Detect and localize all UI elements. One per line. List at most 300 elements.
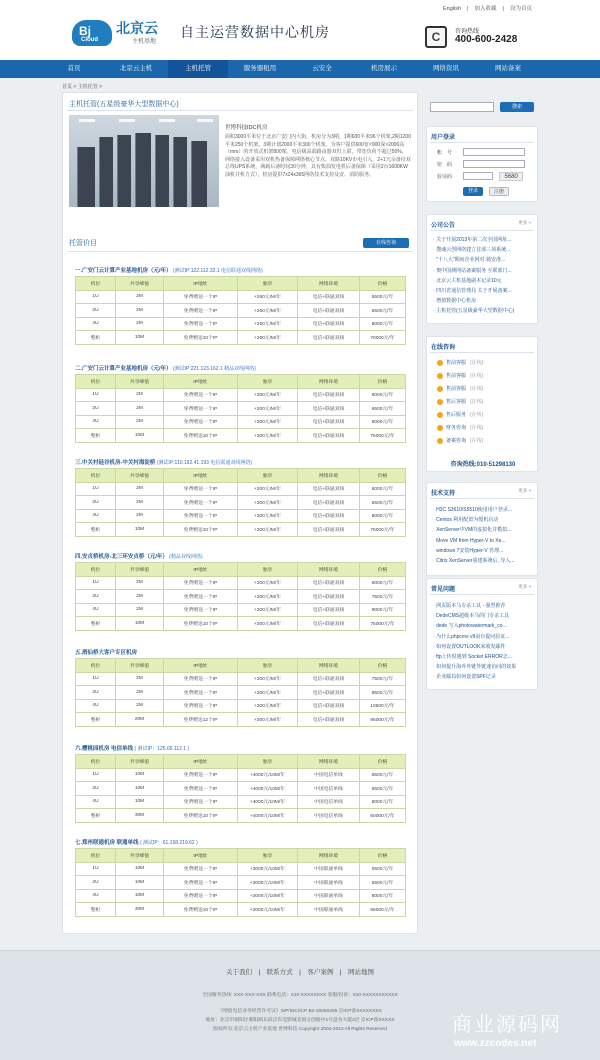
table-cell: 2M (116, 496, 164, 510)
table-header-cell: 价格 (360, 375, 406, 389)
table-cell: 免费赠送一个IP (164, 402, 238, 416)
table-cell: 4U (76, 603, 116, 617)
footer-link[interactable]: 关于我们 (225, 969, 252, 976)
nav-item[interactable]: 网站备案 (495, 65, 521, 72)
search-input[interactable] (430, 102, 494, 112)
table-cell: 10M (116, 782, 164, 796)
table-cell: 免费赠送一个IP (164, 603, 238, 617)
phone-icon: C (425, 26, 447, 48)
table-cell: 免费赠送一个IP (164, 388, 238, 402)
table-header-cell: IP地址 (164, 469, 238, 483)
table-header-cell: IP地址 (164, 755, 238, 769)
table-row (76, 482, 406, 496)
table-cell: 6500元/年 (360, 402, 406, 416)
table-cell: 2M (116, 317, 164, 331)
table-cell: 70000元/年 (360, 331, 406, 345)
qq-icon (437, 386, 443, 392)
list-item[interactable]: · 如何设置OUTLOOK来收发邮件 (433, 642, 533, 652)
section-title (75, 365, 405, 374)
account-input[interactable] (463, 148, 525, 156)
consult-item[interactable] (437, 359, 483, 366)
section-title (75, 267, 405, 276)
table-header-cell: 共享峰值 (116, 849, 164, 863)
table-cell: 电信+联通双线 (298, 576, 360, 590)
section-title (75, 745, 405, 754)
tech-more-link[interactable]: 更多 » (518, 488, 531, 493)
list-item[interactable]: · Citrix XenServer重建系统后, 导入... (433, 556, 533, 566)
logo-name: 北京云 (116, 20, 158, 36)
login-label-password: 密 码 (437, 162, 453, 168)
price-section (75, 839, 405, 917)
table-cell: 中国联通单线 (298, 903, 360, 917)
table-cell: 免费赠送一个IP (164, 768, 238, 782)
table-cell: 10M (116, 876, 164, 890)
consult-status: (在线) (470, 412, 484, 418)
qq-icon (437, 412, 443, 418)
table-cell: 8000元/年 (360, 509, 406, 523)
price-section (75, 745, 405, 823)
footer-link[interactable]: 网站地图 (348, 969, 375, 976)
top-link[interactable]: English (443, 6, 462, 12)
section-note: ( 测试IP：125.65.112.1 ) (133, 746, 190, 752)
divider (430, 142, 534, 143)
table-cell: 75000元/年 (360, 429, 406, 443)
table-header-row (76, 849, 406, 863)
table-cell: 10M (116, 617, 164, 631)
top-link[interactable]: 加入收藏 (474, 6, 497, 12)
table-cell: 65000元/年 (360, 903, 406, 917)
table-cell: 10M (116, 768, 164, 782)
table-cell: 9000元/年 (360, 603, 406, 617)
qq-icon (437, 425, 443, 431)
table-cell: +3000元/10M/年 (238, 876, 298, 890)
table-cell: 2U (76, 590, 116, 604)
list-item[interactable]: · 如何提升海外外链外链速访问的效果 (433, 662, 533, 672)
table-cell: 75000元/年 (360, 523, 406, 537)
list-item[interactable]: · 主机托管(五星级豪华大型数据中心) (433, 306, 533, 316)
table-cell: 10M (116, 889, 164, 903)
divider (430, 352, 534, 353)
consult-item[interactable] (437, 372, 483, 379)
top-link-sep: | (467, 6, 469, 12)
table-row (76, 713, 406, 727)
table-cell: 免费赠送一个IP (164, 415, 238, 429)
qq-icon (437, 360, 443, 366)
table-cell: 7500元/年 (360, 672, 406, 686)
table-cell: 中国联通单线 (298, 876, 360, 890)
table-row (76, 699, 406, 713)
table-cell: +260元/M/年 (238, 290, 298, 304)
list-item[interactable]: · "十八大"期间企业网对 骑安准... (433, 255, 533, 265)
table-cell: 免费赠送一个IP (164, 482, 238, 496)
table-header-cell: IP地址 (164, 277, 238, 291)
main-content (62, 92, 418, 934)
table-cell: 2U (76, 686, 116, 700)
table-cell: 2M (116, 576, 164, 590)
table-header-row (76, 563, 406, 577)
table-cell: 6500元/年 (360, 496, 406, 510)
price-table (75, 658, 406, 727)
table-cell: +4000元/10M/年 (238, 768, 298, 782)
table-cell: 2M (116, 590, 164, 604)
faq-box (426, 578, 538, 690)
table-cell: 电信+联通双线 (298, 496, 360, 510)
login-label-captcha: 验证码 (437, 174, 453, 180)
footer-sep: | (333, 969, 349, 976)
table-row (76, 402, 406, 416)
list-item[interactable]: · 企业邮局如何设置SPF记录 (433, 672, 533, 682)
table-cell: 免费赠送一个IP (164, 317, 238, 331)
table-header-cell: 机位 (76, 469, 116, 483)
table-cell: 5500元/年 (360, 768, 406, 782)
table-cell: 电信+联通双线 (298, 699, 360, 713)
online-consult-button[interactable]: 在线咨询 (363, 238, 409, 248)
table-cell: 1U (76, 768, 116, 782)
table-cell: 1U (76, 388, 116, 402)
table-row (76, 782, 406, 796)
search-bar (426, 102, 538, 114)
table-cell: 免费赠送一个IP (164, 672, 238, 686)
table-header-cell: 共享峰值 (116, 469, 164, 483)
section-title (75, 839, 405, 848)
table-cell: 2M (116, 672, 164, 686)
ceiling-light (119, 119, 135, 122)
table-cell: 6500元/年 (360, 304, 406, 318)
table-header-cell: 共享峰值 (116, 375, 164, 389)
table-cell: 中国电信单线 (298, 768, 360, 782)
server-rack (117, 135, 131, 207)
table-header-row (76, 469, 406, 483)
nav-item[interactable]: 云安全 (312, 65, 332, 72)
intro-text: 面积3000平米位于北京广安门内大街。机房分为3期，1期600平米96个机架,2期1200平米250个机架，3期计划2000平米300个机架。为客户提供600宽×900深×2000高（mm）的开放式机架800架。电信级高端路由器双归上联，带宽负荷不超过50%，网络接入设备采用双机热备保障网络核心节点。双路10KV市电引入，2+1冗余备份双总线UPS系统，满载后备时间30分钟。具有柴油发电机后备保障（采用2台1600KW油机并机方式），机房提供7x24x365网络技术支持及安、消防服务。 (225, 134, 411, 178)
table-row (76, 496, 406, 510)
consult-name: 财务咨询 (446, 425, 467, 431)
table-cell: 电信+联通双线 (298, 590, 360, 604)
list-item[interactable]: · 网页版本马专杀工具 - 强烈推荐 (433, 601, 533, 611)
table-cell: 4U (76, 699, 116, 713)
table-cell: +300元/M/年 (238, 617, 298, 631)
table-cell: 2M (116, 509, 164, 523)
price-table (75, 276, 406, 345)
table-header-cell: 独享 (238, 659, 298, 673)
table-header-cell: 共享峰值 (116, 755, 164, 769)
footer-sep: | (292, 969, 308, 976)
server-rack (77, 147, 95, 207)
list-item[interactable]: · 奥中国测网站备案服务 互联部门... (433, 266, 533, 276)
table-header-cell: 独享 (238, 755, 298, 769)
table-header-cell: 网络环境 (298, 375, 360, 389)
table-cell: 2M (116, 304, 164, 318)
section-title (75, 649, 405, 658)
table-header-row (76, 659, 406, 673)
table-header-cell: 共享峰值 (116, 563, 164, 577)
slogan: 自主运营数据中心机房 (180, 25, 330, 41)
watermark-text: 商业源码网 (452, 1012, 562, 1036)
nav-item[interactable]: 北京云主机 (119, 65, 153, 72)
table-row (76, 429, 406, 443)
table-row (76, 889, 406, 903)
table-cell: 中国电信单线 (298, 782, 360, 796)
faq-more-link[interactable]: 更多 » (518, 584, 531, 589)
notice-list (433, 235, 533, 317)
price-title: 托管价目 (69, 240, 97, 247)
list-item[interactable]: · dede 写入photowatermark_co... (433, 621, 533, 631)
login-title: 用户登录 (431, 135, 456, 141)
table-cell: 4U (76, 889, 116, 903)
table-header-row (76, 755, 406, 769)
server-rack (191, 141, 207, 207)
table-cell: 2M (116, 603, 164, 617)
table-cell: 1U (76, 576, 116, 590)
login-button[interactable]: 登录 (463, 187, 483, 196)
table-cell: 中国联通单线 (298, 862, 360, 876)
table-header-cell: 共享峰值 (116, 659, 164, 673)
nav-item[interactable]: 服务器租用 (243, 65, 277, 72)
table-header-cell: 价格 (360, 755, 406, 769)
table-cell: 免费赠送10个IP (164, 331, 238, 345)
search-button[interactable]: 搜索 (500, 102, 534, 112)
server-rack (155, 135, 169, 207)
table-header-cell: 价格 (360, 469, 406, 483)
table-cell: 20M (116, 713, 164, 727)
table-cell: 6000元/年 (360, 576, 406, 590)
page-title: 主机托管(五星级豪华大型数据中心) (69, 101, 179, 108)
table-header-cell: 机位 (76, 277, 116, 291)
table-cell: 中国联通单线 (298, 889, 360, 903)
price-table (75, 374, 406, 443)
consult-item[interactable] (437, 424, 483, 431)
nav-item[interactable]: 首页 (67, 65, 81, 72)
consult-item[interactable] (437, 385, 483, 392)
tech-title: 技术支持 (431, 491, 456, 497)
login-label-account: 帐 号 (437, 150, 453, 156)
table-cell: 6000元/年 (360, 388, 406, 402)
table-cell: 2M (116, 290, 164, 304)
divider (430, 498, 534, 499)
footer-license: 《增值电信业务经营许可证》ISP/IDC/ICP B2-20050205 京ICP备XXXXXXXX (218, 1009, 382, 1014)
server-rack (173, 137, 187, 207)
list-item[interactable]: · 搜魂云创网络建立首部三项系统... (433, 245, 533, 255)
section-note: (测试IP:221.123.162.1 精品双线网络) (171, 366, 256, 372)
consult-status: (在线) (470, 399, 484, 405)
password-input[interactable] (463, 160, 525, 168)
table-cell: 4U (76, 415, 116, 429)
nav-item[interactable]: 机房展示 (371, 65, 397, 72)
table-cell: 电信+联通双线 (298, 304, 360, 318)
list-item[interactable]: · 关于开展2013年第二次全国网址... (433, 235, 533, 245)
top-link[interactable]: 设为首页 (509, 6, 532, 12)
cloud-logo-icon: Bj Cloud (72, 20, 112, 46)
site-logo[interactable] (72, 18, 170, 48)
table-cell: +300元/M/年 (238, 576, 298, 590)
consult-name: 售前客服 (446, 386, 467, 392)
table-cell: 电信+联通双线 (298, 290, 360, 304)
site-header (0, 0, 600, 60)
table-cell: 电信+联通双线 (298, 482, 360, 496)
table-cell: 电信+联通双线 (298, 617, 360, 631)
notice-more-link[interactable]: 更多 » (518, 220, 531, 225)
section-name: 五.酒仙桥大客户专区机房 (75, 650, 138, 656)
intro-company: 世博科技IDC机房 (225, 125, 268, 131)
footer-contact: 全国服务热线: XXX-XXX-XXX 联系电话：010-XXXXXXXX 客服/投诉：010-XXXXXXXXXXX (202, 993, 398, 998)
table-cell: 60000元/年 (360, 809, 406, 823)
consult-title: 在线咨询 (431, 345, 456, 351)
consult-item[interactable] (437, 411, 483, 418)
list-item[interactable]: · H3C S3610/S5510使用用户登录... (433, 505, 533, 515)
table-cell: 2U (76, 496, 116, 510)
table-cell: 电信+联通双线 (298, 429, 360, 443)
table-cell: +300元/M/年 (238, 509, 298, 523)
table-row (76, 509, 406, 523)
table-cell: +300元/M/年 (238, 402, 298, 416)
table-header-cell: 机位 (76, 659, 116, 673)
nav-item[interactable]: 主机托管 (168, 60, 228, 78)
table-header-cell: 网络环境 (298, 563, 360, 577)
table-cell: 中国电信单线 (298, 795, 360, 809)
section-title (75, 553, 405, 562)
table-cell: 电信+联通双线 (298, 672, 360, 686)
table-cell: +300元/M/年 (238, 496, 298, 510)
table-cell: +300元/M/年 (238, 713, 298, 727)
consult-name: 售前客服 (446, 360, 467, 366)
table-header-cell: 网络环境 (298, 849, 360, 863)
divider (67, 110, 413, 111)
list-item[interactable]: · 增值数据中心机房 (433, 296, 533, 306)
section-name: 七.郑州联通机房 联通单线 (75, 840, 139, 846)
section-name: 四.安贞桥机房-北三环安贞桥（元/年） (75, 554, 168, 560)
table-cell: 2M (116, 402, 164, 416)
ceiling-light (159, 119, 175, 122)
main-nav (0, 60, 600, 78)
tech-list (433, 505, 533, 566)
breadcrumb: 首页 > 主机托管 > (62, 84, 103, 90)
table-cell: 4U (76, 795, 116, 809)
table-header-cell: 价格 (360, 659, 406, 673)
consult-status: (在线) (470, 386, 484, 392)
table-cell: 免费赠送一个IP (164, 304, 238, 318)
tech-box (426, 482, 538, 576)
table-cell: 10M (116, 331, 164, 345)
list-item[interactable]: · XenServer中VM的虚拟化并模拟... (433, 525, 533, 535)
table-cell: 10M (116, 862, 164, 876)
table-cell: 4U (76, 509, 116, 523)
table-row (76, 603, 406, 617)
table-cell: 电信+联通双线 (298, 402, 360, 416)
watermark (432, 1000, 600, 1060)
table-cell: 1U (76, 862, 116, 876)
table-cell: 2U (76, 782, 116, 796)
price-section (75, 267, 405, 345)
table-row (76, 876, 406, 890)
list-item[interactable]: · DedeCMS超级本马的门专杀工具 (433, 611, 533, 621)
server-rack (99, 137, 113, 207)
notice-box (426, 214, 538, 324)
table-cell: 1U (76, 482, 116, 496)
footer-link[interactable]: 客户案例 (307, 969, 334, 976)
top-link-sep: | (502, 6, 504, 12)
table-header-cell: 独享 (238, 563, 298, 577)
server-rack (135, 133, 151, 207)
table-cell: 75000元/年 (360, 617, 406, 631)
nav-item[interactable]: 网络资讯 (433, 65, 459, 72)
table-cell: 7500元/年 (360, 590, 406, 604)
list-item[interactable]: · Centos 利用配置为缓机启动 (433, 515, 533, 525)
table-cell: +3000元/10M/年 (238, 862, 298, 876)
divider (430, 594, 534, 595)
faq-list (433, 601, 533, 683)
table-header-cell: 价格 (360, 563, 406, 577)
table-header-cell: IP地址 (164, 849, 238, 863)
table-cell: 免费赠送一个IP (164, 509, 238, 523)
table-cell: 整柜 (76, 429, 116, 443)
table-cell: 整柜 (76, 713, 116, 727)
list-item[interactable]: · 北京云主机基地副本记录10元 (433, 276, 533, 286)
table-cell: 10M (116, 429, 164, 443)
qq-icon (437, 373, 443, 379)
list-item[interactable]: · Move VM from Hyper-V to Xe... (433, 536, 533, 546)
table-row (76, 795, 406, 809)
captcha-input[interactable] (463, 172, 493, 180)
consult-item[interactable] (437, 398, 483, 405)
consult-item[interactable] (437, 437, 483, 444)
ceiling-light (79, 119, 95, 122)
table-cell: 30M (116, 809, 164, 823)
divider (67, 251, 413, 252)
table-header-cell: 网络环境 (298, 659, 360, 673)
table-cell: 8000元/年 (360, 317, 406, 331)
list-item[interactable]: · 为什么phpcms v9前台提问验证... (433, 632, 533, 642)
consult-status: (在线) (470, 373, 484, 379)
footer-link[interactable]: 联系方式 (266, 969, 293, 976)
list-item[interactable]: · windows 7安装Hyper-V 管理... (433, 546, 533, 556)
table-cell: 95000元/年 (360, 713, 406, 727)
table-cell: 免费赠送一个IP (164, 496, 238, 510)
table-row (76, 317, 406, 331)
table-header-cell: IP地址 (164, 375, 238, 389)
table-header-row (76, 375, 406, 389)
table-header-cell: 共享峰值 (116, 277, 164, 291)
consult-name: 售前客服 (446, 373, 467, 379)
table-row (76, 576, 406, 590)
table-header-cell: 机位 (76, 755, 116, 769)
captcha-image[interactable]: 5680 (499, 172, 523, 181)
table-cell: 中国电信单线 (298, 809, 360, 823)
table-cell: 电信+联通双线 (298, 331, 360, 345)
top-links (440, 4, 535, 12)
table-cell: 免费赠送10个IP (164, 617, 238, 631)
table-cell: 8000元/年 (360, 795, 406, 809)
list-item[interactable]: · 四川省通信管理局 关于开展备案... (433, 286, 533, 296)
table-cell: 6000元/年 (360, 482, 406, 496)
section-name: 一.广安门云计算产业基地机房（元/年） (75, 268, 172, 274)
register-button[interactable]: 注册 (489, 187, 509, 196)
table-cell: +300元/M/年 (238, 672, 298, 686)
table-row (76, 809, 406, 823)
footer-copyright: 版权所有:北京云主机产业基地 世博科技 Copyright 2004-2013 All Rights Reserved (213, 1027, 387, 1032)
table-cell: +260元/M/年 (238, 331, 298, 345)
table-cell: 2U (76, 402, 116, 416)
section-name: 六.樱桃园机房 电信单线 (75, 746, 134, 752)
table-cell: 免费赠送一个IP (164, 699, 238, 713)
table-header-cell: 网络环境 (298, 277, 360, 291)
list-item[interactable]: · ftp上传时遇到 Socket ERROR怎... (433, 652, 533, 662)
footer-sep: | (251, 969, 267, 976)
table-cell: +300元/M/年 (238, 523, 298, 537)
consult-box (426, 336, 538, 472)
qq-icon (437, 399, 443, 405)
table-cell: +4000元/10M/年 (238, 795, 298, 809)
table-cell: 8000元/年 (360, 889, 406, 903)
